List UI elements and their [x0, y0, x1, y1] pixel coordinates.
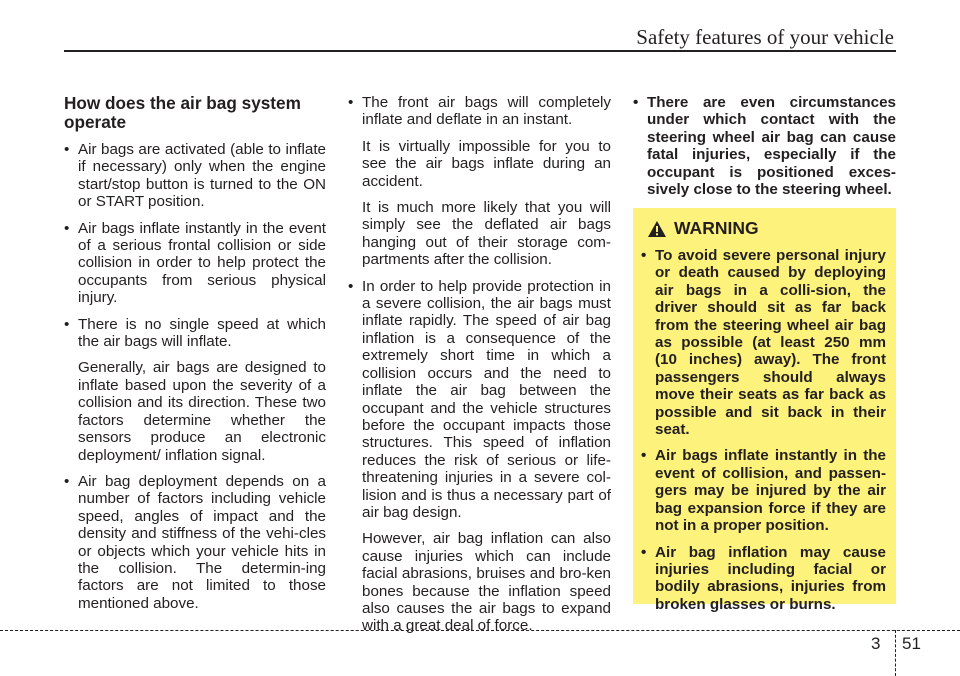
paragraph: • Air bags inflate instantly in the event of a serious frontal collision or side collision in order to help protect the occupants from serious physical injury. [78, 219, 326, 307]
chapter-number: 3 [871, 634, 881, 653]
warning-item: • To avoid severe personal injury or death caused by deploying air bags in a colli-sion, the driver should sit as far back from the steering wheel air bag as possible (at least 250 mm (10 inches) away). The front passengers should always move their seats as far back as possible and sit back in their seat. [641, 247, 886, 438]
paragraph: • Air bags are activated (able to inflate if necessary) only when the engine start/stop button is turned to the ON or START position. [78, 141, 326, 211]
list-item [64, 316, 326, 464]
section-title: Safety features of your vehicle [636, 25, 894, 49]
list-item [633, 94, 896, 198]
warning-triangle-icon [647, 220, 667, 238]
warning-box [633, 208, 896, 613]
warning-bullets [641, 247, 886, 613]
warning-header [647, 220, 886, 238]
footer-rule [0, 630, 960, 631]
paragraph: Generally, air bags are designed to inflate based upon the severity of a collision and its direction. These two factors determine whether the sensors produce an electronic deployment/ inflation signal. [78, 359, 326, 464]
paragraph: • Air bag deployment depends on a number of factors including vehicle speed, angles of impact and the density and stiffness of the vehi-cles or objects which your vehicle hits in the collision. The determin-ing factors are not limited to those mentioned above. [78, 472, 326, 612]
list-item [348, 278, 611, 635]
warning-item: • Air bag inflation may cause injuries including facial or bodily abrasions, injuries from broken glasses or burns. [641, 544, 886, 614]
list-item [64, 141, 326, 211]
column-1-bullets [64, 141, 326, 612]
paragraph: • In order to help provide protection in a severe collision, the air bags must inflate rapidly. The speed of air bag inflation is a consequence of the extremely short time in which a collision occurs and the need to inflate the air bag between the occupant and the vehicle structures before the occupant impacts those structures. This speed of inflation reduces the risk of serious or life-threatening injuries in a severe col-lision and is thus a necessary part of air bag design. [362, 277, 611, 521]
column-3-bullets [633, 94, 896, 198]
header-rule [64, 50, 896, 52]
paragraph: • There is no single speed at which the air bags will inflate. [78, 315, 326, 351]
paragraph: • The front air bags will completely inflate and deflate in an instant. [362, 94, 611, 129]
paragraph: However, air bag inflation can also cause injuries which can include facial abrasions, bruises and bro-ken bones because the inflation speed also causes the air bags to expand with a great deal of force. [362, 530, 611, 635]
paragraph: • There are even circumstances under which contact with the steering wheel air bag can cause fatal injuries, especially if the occupant is positioned exces-sively close to the steering wheel. [647, 94, 896, 199]
column-2-bullets [348, 94, 611, 635]
section-heading: How does the air bag system operate [64, 93, 301, 132]
warning-title: WARNING [674, 218, 759, 239]
page-number: 51 [902, 634, 921, 653]
paragraph: It is much more likely that you will simply see the deflated air bags hanging out of their storage com-partments after the collision. [362, 199, 611, 269]
list-item [348, 94, 611, 269]
list-item [64, 473, 326, 612]
column-3 [633, 94, 896, 207]
footer-separator [895, 630, 896, 676]
column-1 [64, 94, 326, 621]
paragraph: It is virtually impossible for you to see the air bags inflate during an accident. [362, 137, 611, 190]
column-2 [348, 94, 611, 644]
list-item [64, 220, 326, 307]
warning-item: • Air bags inflate instantly in the event of collision, and passen-gers may be injured by the air bag expansion force if they are not in a proper position. [641, 447, 886, 534]
